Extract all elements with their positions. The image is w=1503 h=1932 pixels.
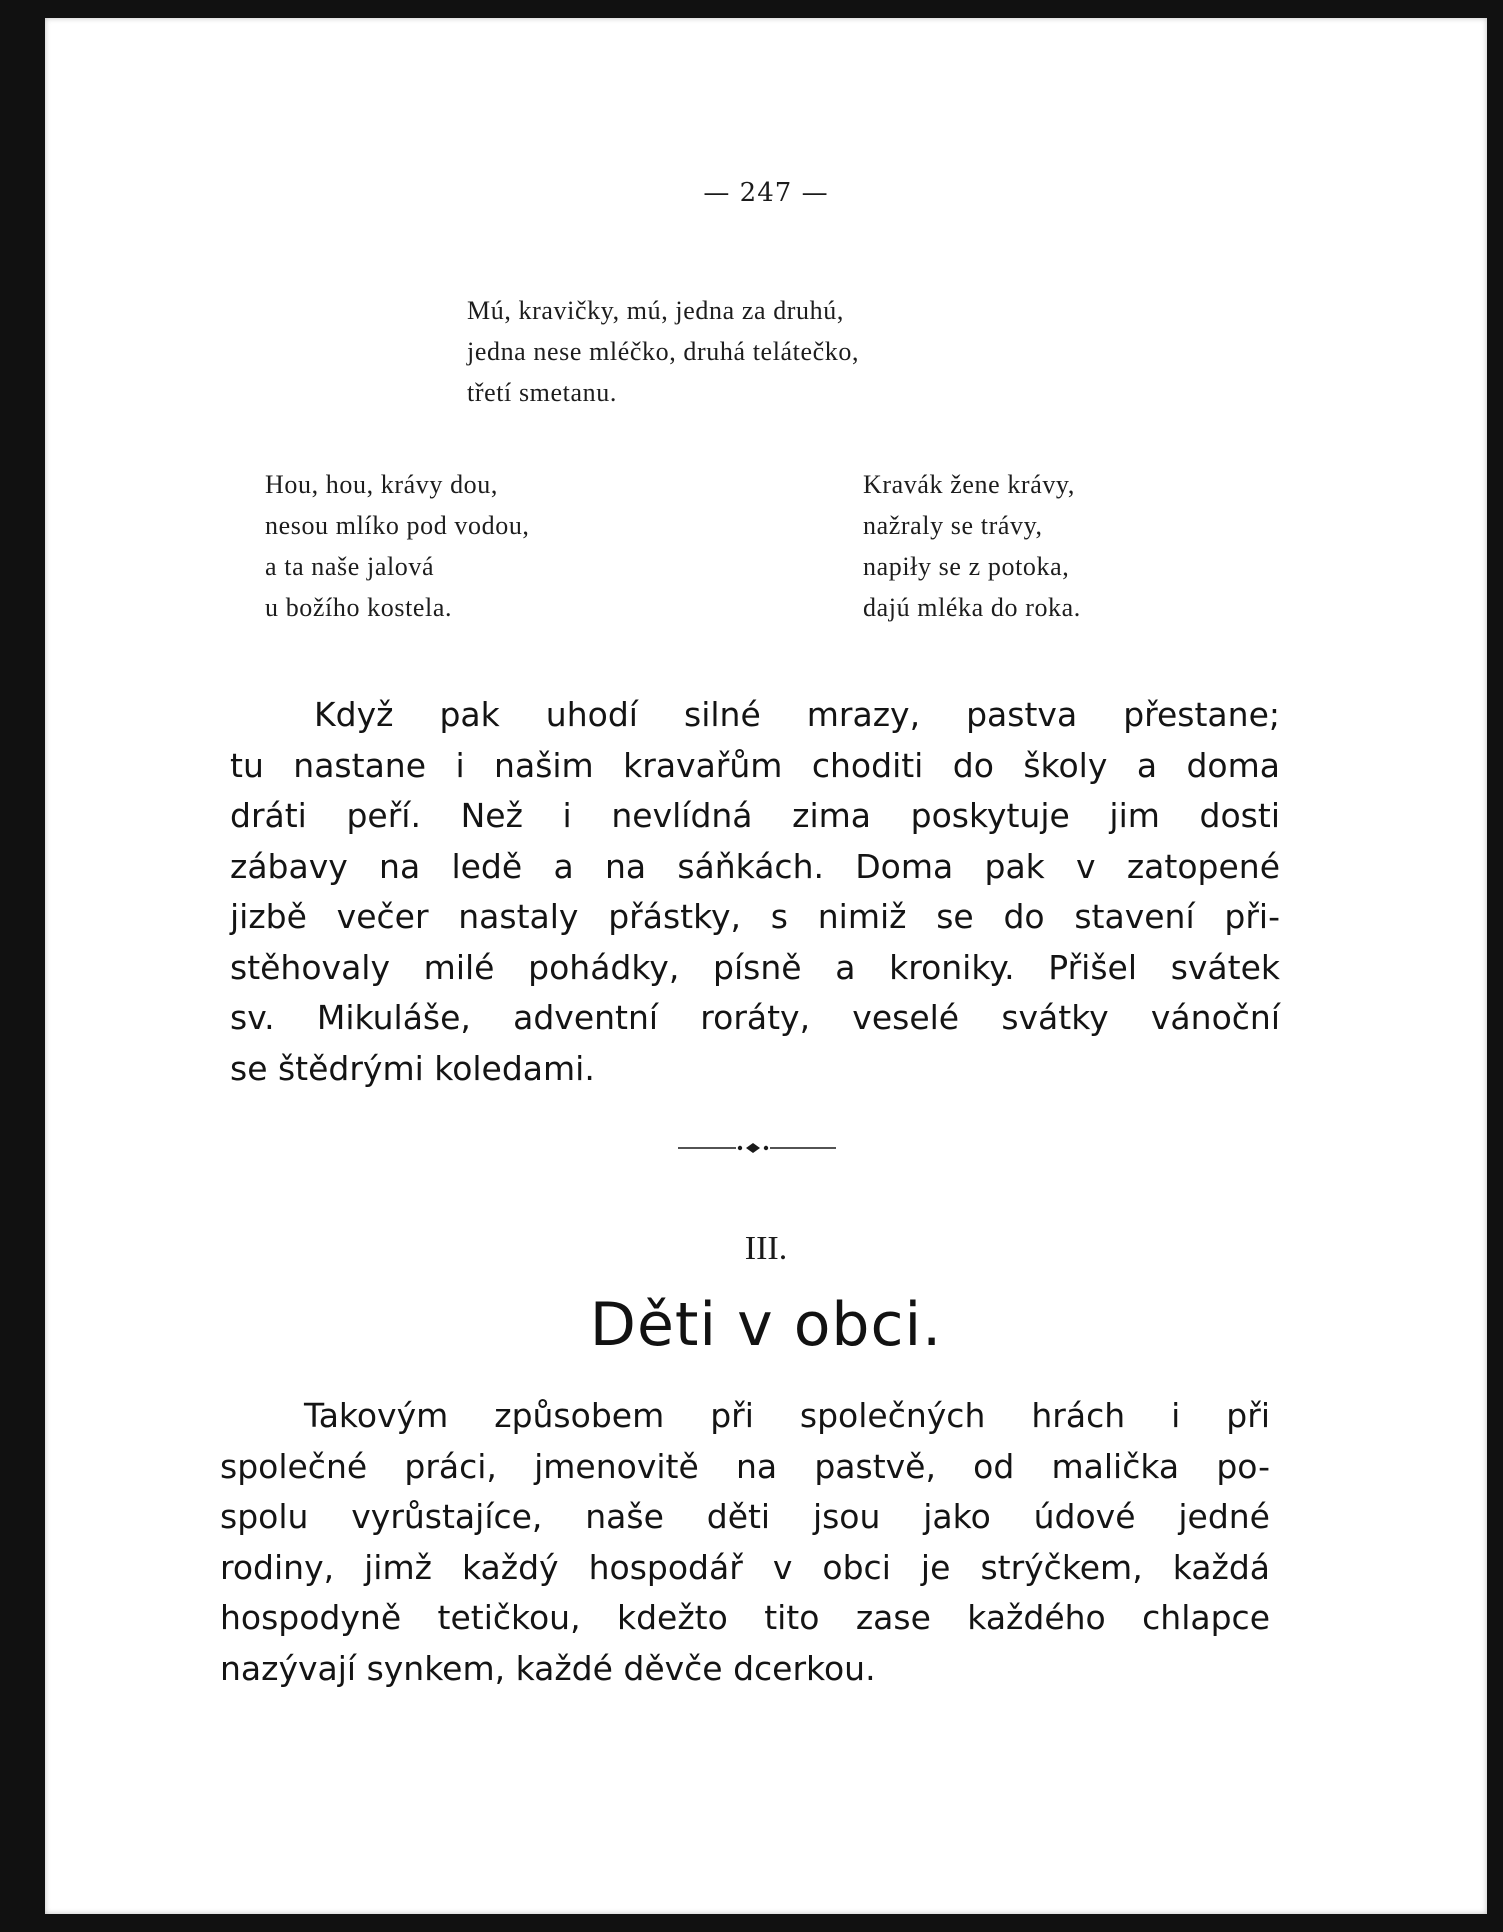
verse-line: jedna nese mléčko, druhá telátečko,: [467, 337, 860, 366]
paragraph-line: hospodyně tetičkou, kdežto tito zase každého chlapce: [220, 1598, 1270, 1637]
paragraph-line: společné práci, jmenovitě na pastvě, od malička po-: [220, 1446, 1270, 1486]
body-paragraph: [220, 1391, 1270, 1694]
paragraph-line: Takovým způsobem při společných hrách i při: [304, 1396, 1270, 1435]
paragraph-line: nazývají synkem, každé děvče dcerkou.: [220, 1648, 876, 1688]
verse-line: dajú mléka do roka.: [863, 593, 1081, 622]
verse-line: a ta naše jalová: [265, 552, 435, 581]
paragraph-line: zábavy na ledě a na sáňkách. Doma pak v zatopené: [230, 846, 1280, 886]
page-number: — 247 —: [703, 178, 829, 208]
verse-stanza: [467, 290, 859, 413]
verse-stanza: [863, 464, 1081, 628]
divider-diamond: [746, 1143, 760, 1153]
paragraph-line: jizbě večer nastaly přástky, s nimiž se do stavení při-: [230, 897, 1280, 936]
paragraph-line: stěhovaly milé pohádky, písně a kroniky. Přišel svátek: [230, 947, 1280, 987]
paragraph-line: dráti peří. Než i nevlídná zima poskytuje jim dosti: [230, 796, 1280, 835]
divider-dot: [738, 1146, 742, 1150]
paragraph-line: rodiny, jimž každý hospodář v obci je strýčkem, každá: [220, 1547, 1270, 1587]
paragraph-line: tu nastane i našim kravařům choditi do školy a doma: [230, 745, 1280, 785]
divider-dot: [764, 1146, 768, 1150]
verse-stanza: [265, 464, 530, 628]
verse-line: Hou, hou, krávy dou,: [265, 470, 498, 499]
paragraph-line: spolu vyrůstajíce, naše děti jsou jako údové jedné: [220, 1497, 1270, 1536]
verse-line: třetí smetanu.: [467, 378, 617, 407]
verse-line: napiły se z potoka,: [863, 552, 1070, 581]
verse-line: nažraly se trávy,: [863, 511, 1043, 540]
verse-line: Mú, kravičky, mú, jedna za druhú,: [467, 296, 844, 325]
section-title: Děti v obci.: [589, 1290, 943, 1360]
ornamental-divider: [628, 1138, 898, 1158]
book-page: [45, 18, 1487, 1914]
verse-line: Kravák žene krávy,: [863, 470, 1075, 499]
body-paragraph: [230, 690, 1280, 1094]
paragraph-line: Když pak uhodí silné mrazy, pastva přestane;: [314, 695, 1280, 734]
verse-line: u božího kostela.: [265, 593, 453, 622]
paragraph-line: sv. Mikuláše, adventní roráty, veselé svátky vánoční: [230, 998, 1280, 1037]
paragraph-line: se štědrými koledami.: [230, 1048, 595, 1088]
verse-line: nesou mlíko pod vodou,: [265, 511, 530, 540]
section-number: III.: [744, 1230, 788, 1267]
